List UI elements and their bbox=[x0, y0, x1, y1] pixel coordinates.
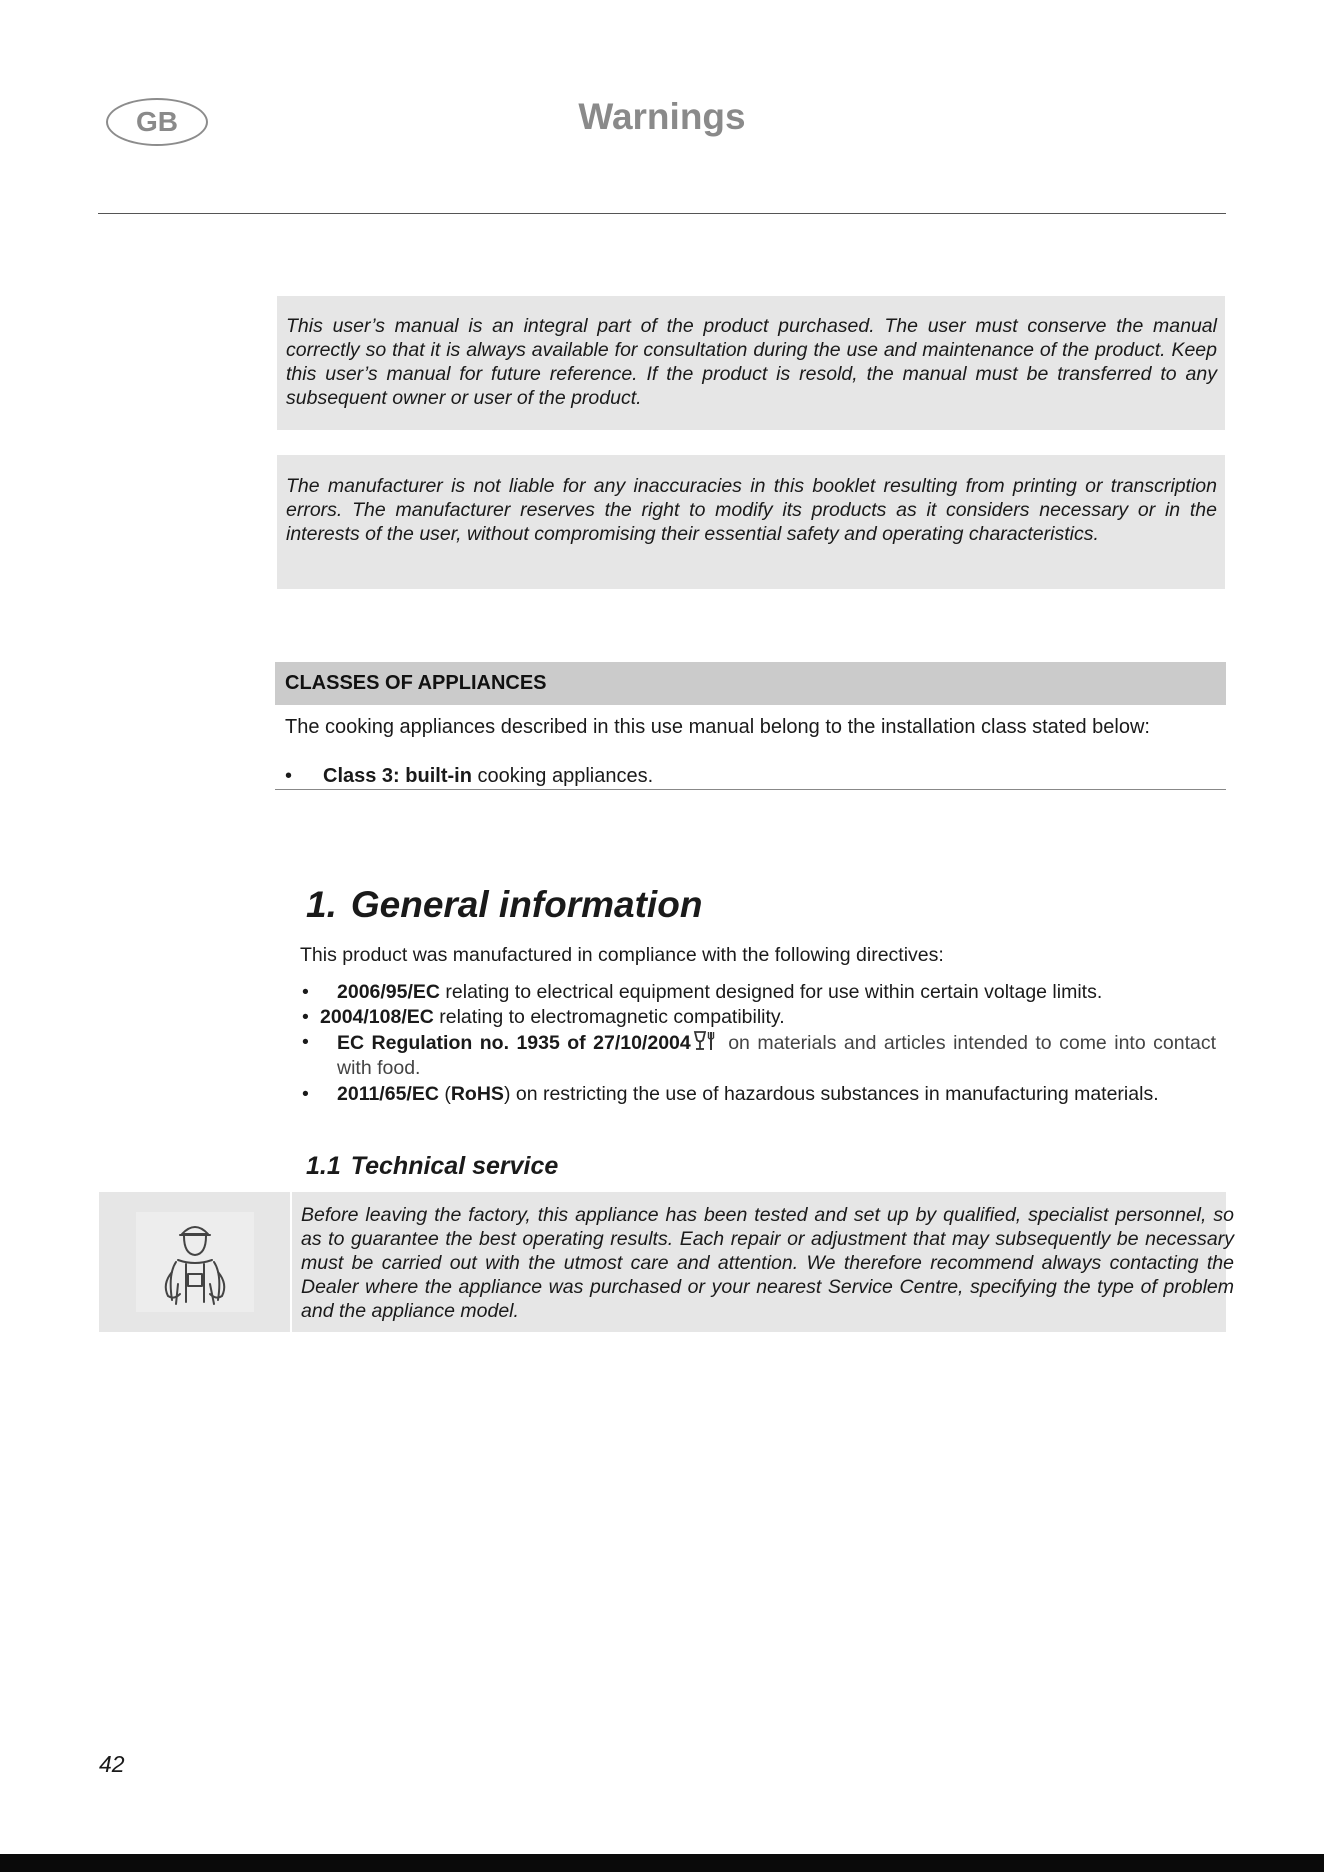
technician-illustration-icon bbox=[150, 1214, 240, 1310]
classes-heading bbox=[275, 662, 1226, 705]
directive-text: relating to electromagnetic compatibility. bbox=[433, 1006, 785, 1028]
technician-illustration-cell bbox=[99, 1192, 290, 1332]
section-title: General information bbox=[350, 884, 703, 925]
section-heading-technical bbox=[306, 1152, 558, 1181]
section-heading-general bbox=[306, 884, 702, 926]
directive-item bbox=[300, 1005, 1220, 1030]
directive-item bbox=[300, 1082, 1220, 1107]
directive-text-part: ( bbox=[438, 1083, 451, 1105]
class-description: cooking appliances. bbox=[471, 765, 654, 787]
bullet-marker: • bbox=[302, 1006, 309, 1028]
classes-divider bbox=[275, 789, 1226, 790]
bullet-marker: • bbox=[302, 1083, 309, 1105]
section-number: 1. bbox=[306, 884, 337, 925]
directive-code: EC Regulation no. 1935 of 27/10/2004 bbox=[337, 1032, 691, 1054]
bottom-band bbox=[0, 1854, 1324, 1872]
classes-description: The cooking appliances described in this use manual belong to the installation class stated below: bbox=[285, 716, 1150, 738]
liability-notice-text: The manufacturer is not liable for any inaccuracies in this booklet resulting from printing or transcription errors. The manufacturer reserves the right to modify its products as it considers necessary or in the interests of the user, without compromising their essential safety and operating characteristics. bbox=[286, 475, 1217, 545]
directive-item bbox=[300, 1030, 1220, 1081]
bullet-marker: • bbox=[302, 981, 309, 1003]
directives-intro: This product was manufactured in compliance with the following directives: bbox=[300, 944, 944, 966]
manual-notice-text: This user’s manual is an integral part of the product purchased. The user must conserve the manual correctly so that it is always available for consultation during the use and maintenance of the product. Keep this user’s manual for future reference. If the product is resold, the manual must be transferred to any subsequent owner or user of the product. bbox=[286, 315, 1217, 409]
header-divider bbox=[98, 213, 1226, 214]
directive-text: relating to electrical equipment designed for use within certain voltage limits. bbox=[440, 981, 1103, 1003]
directive-code-rohs: RoHS bbox=[450, 1083, 504, 1105]
directives-list bbox=[300, 980, 1220, 1107]
directive-code: 2006/95/EC bbox=[337, 981, 440, 1003]
subsection-title: Technical service bbox=[350, 1152, 559, 1180]
classes-heading-text: CLASSES OF APPLIANCES bbox=[285, 672, 547, 694]
directive-code: 2011/65/EC bbox=[337, 1083, 439, 1105]
page-number: 42 bbox=[99, 1751, 125, 1777]
directive-text: ) on restricting the use of hazardous substances in manufacturing materials. bbox=[503, 1083, 1159, 1105]
directive-text: on materials and articles intended to come into contact with food. bbox=[337, 1032, 1216, 1079]
liability-notice bbox=[277, 455, 1225, 589]
classes-bullet-item bbox=[285, 765, 653, 788]
technical-service-text-box bbox=[292, 1192, 1234, 1332]
subsection-number: 1.1 bbox=[306, 1152, 341, 1180]
country-badge-label: GB bbox=[136, 106, 178, 137]
glass-fork-icon bbox=[693, 1030, 717, 1052]
directive-code: 2004/108/EC bbox=[320, 1006, 434, 1028]
bullet-marker: • bbox=[285, 765, 293, 787]
class-label: Class 3: built-in bbox=[323, 765, 472, 787]
technician-illustration bbox=[136, 1212, 254, 1312]
directive-item bbox=[300, 980, 1220, 1005]
bullet-marker: • bbox=[302, 1031, 309, 1053]
page-title: Warnings bbox=[578, 96, 746, 137]
manual-notice bbox=[277, 296, 1225, 430]
technical-service-text: Before leaving the factory, this appliance has been tested and set up by qualified, specialist personnel, so as to guarantee the best operating results. Each repair or adjustment that may subsequently be necessary must be carried out with the utmost care and attention. We therefore recommend always contacting the Dealer where the appliance was purchased or your nearest Service Centre, specifying the type of problem and the appliance model. bbox=[301, 1204, 1234, 1322]
